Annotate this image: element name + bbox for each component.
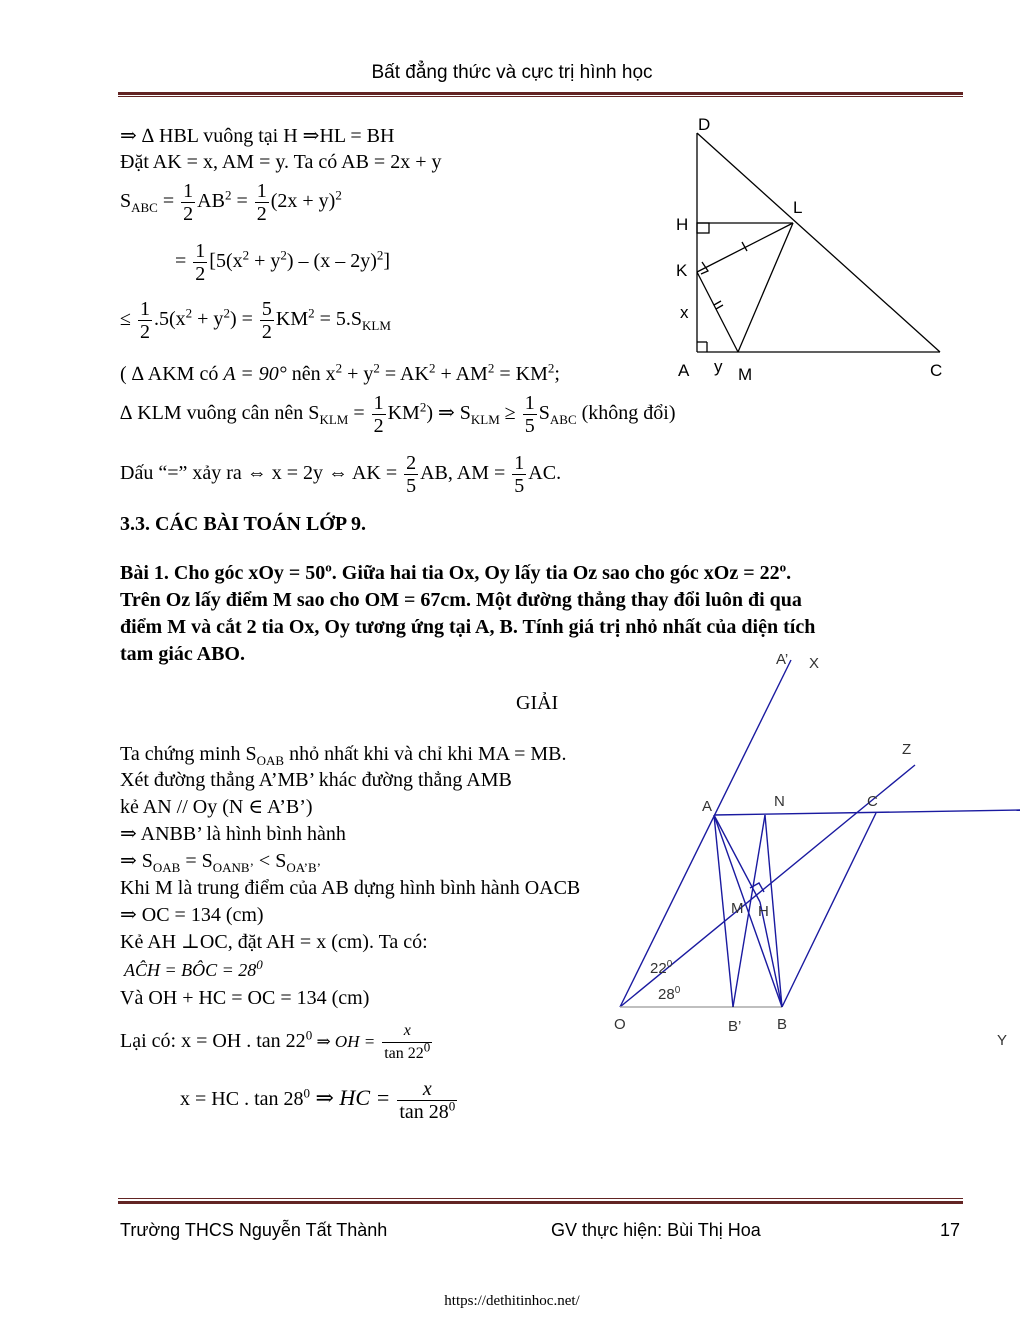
figure-triangle-abc: [660, 110, 960, 382]
footer-rule-thin: [118, 1198, 963, 1199]
label-Y: Y: [997, 1032, 1008, 1049]
label-angle-22: $22^0$: [650, 959, 673, 977]
footer-url: https://dethitinhoc.net/: [444, 1293, 580, 1309]
label-C2: C: [867, 793, 878, 810]
solution-line-10: Và OH + HC = OC = 134 (cm): [120, 987, 370, 1009]
solution-line-3: kẻ AN // Oy (N ∈ A’B’): [120, 796, 313, 818]
problem-line-3: điểm M và cắt 2 tia Ox, Oy tương ứng tại A, B. Tính giá trị nhỏ nhất của diện tích: [120, 616, 816, 638]
line-klm: ∆ KLM vuông cân nên $S_{KLM}$ = $\frac{1}{2}$ $KM^2$) ⇒ $S_{KLM}$ ≥ $\frac{1}{5}$ $S_{ABC}$ (không đổi): [120, 392, 676, 437]
label-D: D: [698, 115, 711, 134]
solution-line-7: ⇒ OC = 134 (cm): [120, 904, 264, 926]
solution-line-6: Khi M là trung điểm của AB dựng hình bình hành OACB: [120, 877, 581, 899]
label-A: A: [678, 361, 690, 380]
solution-line-11: Lại có: x = OH . $\tan 22^0$ ⇒ OH = $\frac{x}{\tan 22^0}$: [120, 1022, 431, 1062]
solution-line-4: ⇒ ANBB’ là hình bình hành: [120, 823, 346, 845]
solution-line-2: Xét đường thẳng A’MB’ khác đường thẳng AMB: [120, 769, 512, 791]
footer-school: Trường THCS Nguyễn Tất Thành: [120, 1220, 388, 1240]
solution-heading: GIẢI: [516, 692, 559, 714]
label-X: X: [809, 655, 820, 672]
footer-teacher: GV thực hiện: Bùi Thị Hoa: [551, 1220, 761, 1240]
label-H2: H: [758, 903, 769, 920]
label-H: H: [676, 215, 689, 234]
label-B: B: [777, 1016, 788, 1033]
label-x: x: [680, 303, 689, 322]
label-B-prime: B’: [728, 1018, 742, 1035]
line-inequality: ≤ $\frac{1}{2}$ $.5(x^2 + y^2)$ = $\frac{5}{2}$ $KM^2 = 5.S_{KLM}$: [120, 298, 391, 343]
line-hbl: ⇒ ∆ HBL vuông tại H ⇒HL = BH: [120, 125, 395, 147]
label-M: M: [738, 365, 753, 382]
problem-line-1: Bài 1. Cho góc xOy = $50^o$. Giữa hai tia Ox, Oy lấy tia Oz sao cho góc xOz = $22^o$.: [120, 559, 792, 584]
figure-angle-xoy: [600, 645, 1020, 1055]
line-equality: Dấu “=” xảy ra ⇔ x = 2y ⇔ AK = $\frac{2}{5}$ AB, AM = $\frac{1}{5}$ AC.: [120, 452, 562, 497]
solution-line-8: Kẻ AH ⊥OC, đặt AH = x (cm). Ta có:: [120, 931, 428, 953]
solution-line-5: ⇒ $S_{OAB} = S_{OANB’} < S_{OA’B’}$: [120, 850, 321, 875]
solution-line-12: x = HC . $\tan 28^0$ ⇒ HC = $\frac{x}{\tan 28^0}$: [180, 1078, 456, 1123]
label-A-prime: A’: [776, 651, 789, 668]
solution-line-9: AĈH = BÔC = $28^0$: [124, 957, 263, 980]
line-set-ak: Đặt AK = x, AM = y. Ta có AB = 2x + y: [120, 151, 442, 173]
footer-rule: [118, 1201, 963, 1204]
label-N: N: [774, 793, 785, 810]
line-sabc: $S_{ABC}$ = $\frac{1}{2}$ $AB^2$ = $\frac{1}{2}$ $(2x + y)^2$: [120, 180, 342, 225]
problem-line-2: Trên Oz lấy điểm M sao cho OM = 67cm. Một đường thẳng thay đổi luôn đi qua: [120, 589, 802, 611]
page-header-title: Bất đẳng thức và cực trị hình học: [371, 62, 653, 83]
label-A2: A: [702, 798, 713, 815]
section-heading: 3.3. CÁC BÀI TOÁN LỚP 9.: [120, 513, 366, 535]
footer-page-number: 17: [940, 1220, 961, 1240]
label-angle-28: $28^0$: [658, 985, 681, 1003]
label-C: C: [930, 361, 943, 380]
line-expansion: = $\frac{1}{2}$ $[5(x^2 + y^2) - (x - 2y)^2]$: [175, 240, 391, 285]
header-rule: [118, 92, 963, 95]
label-L: L: [793, 198, 803, 217]
label-M2: M: [731, 900, 744, 917]
label-y: y: [714, 357, 723, 376]
problem-line-4: tam giác ABO.: [120, 643, 245, 665]
header-rule-thin: [118, 96, 963, 97]
line-akm: ( ∆ AKM có A = 90° nên $x^2 + y^2 = AK^2 + AM^2 = KM^2$;: [120, 360, 560, 385]
solution-line-1: Ta chứng minh $S_{OAB}$ nhỏ nhất khi và chỉ khi MA = MB.: [120, 743, 567, 768]
label-K: K: [676, 261, 688, 280]
label-Z: Z: [902, 741, 912, 758]
label-O: O: [614, 1016, 626, 1033]
